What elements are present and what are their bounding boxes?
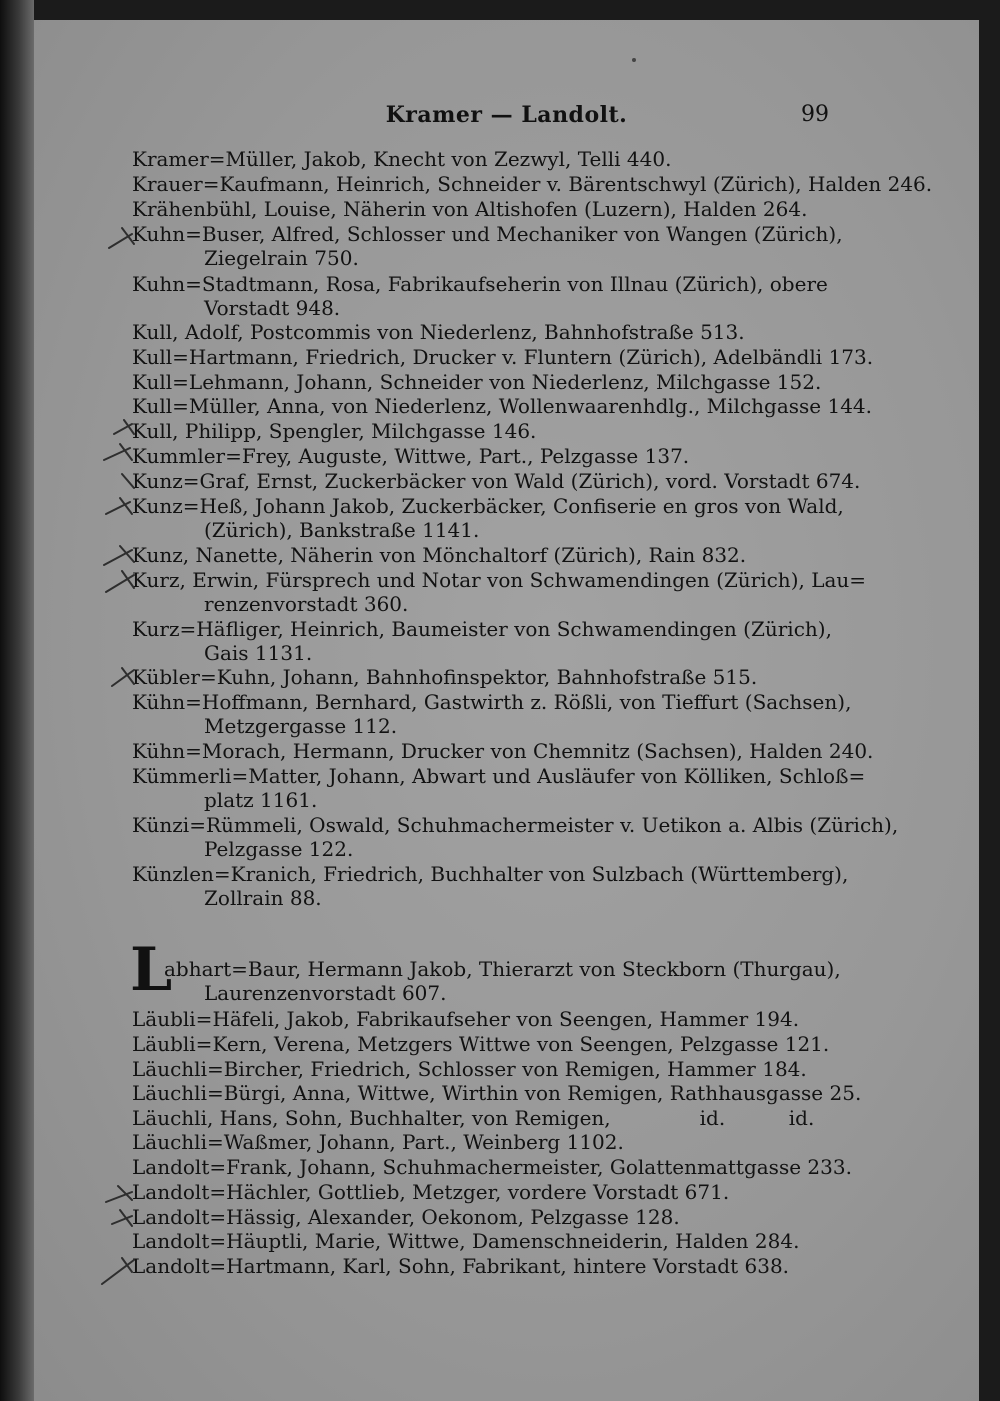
entry-line: platz 1161. xyxy=(204,788,318,812)
header-title: Kramer — Landolt. xyxy=(385,102,628,128)
entry-line: Läuchli=Bircher, Friedrich, Schlosser von Remigen, Hammer 184. xyxy=(132,1057,807,1081)
entry-line: Landolt=Hächler, Gottlieb, Metzger, vordere Vorstadt 671. xyxy=(132,1180,730,1204)
entry-line: Landolt=Häuptli, Marie, Wittwe, Damenschneiderin, Halden 284. xyxy=(132,1229,800,1253)
list-item xyxy=(132,494,844,542)
list-item xyxy=(132,444,832,468)
list-item xyxy=(132,1007,832,1031)
entry-line: Zollrain 88. xyxy=(204,886,322,910)
list-item xyxy=(132,1081,862,1105)
ink-speck xyxy=(632,58,636,62)
entry-line: Kull, Adolf, Postcommis von Niederlenz, Bahnhofstraße 513. xyxy=(132,320,745,344)
list-item xyxy=(132,272,832,320)
entry-line: Läuchli=Waßmer, Johann, Part., Weinberg 1102. xyxy=(132,1130,624,1154)
entry-line: Metzgergasse 112. xyxy=(204,714,398,738)
entry-line: Läubli=Häfeli, Jakob, Fabrikaufseher von Seengen, Hammer 194. xyxy=(132,1007,800,1031)
entry-line: abhart=Baur, Hermann Jakob, Thierarzt von Steckborn (Thurgau), xyxy=(164,957,841,981)
check-mark xyxy=(114,420,134,434)
list-item xyxy=(132,568,867,616)
entry-line: Kull=Hartmann, Friedrich, Drucker v. Fluntern (Zürich), Adelbändli 173. xyxy=(132,345,874,369)
list-item xyxy=(164,957,841,1005)
entry-line: Läubli=Kern, Verena, Metzgers Wittwe von Seengen, Pelzgasse 121. xyxy=(132,1032,830,1056)
entry-line: Kunz=Heß, Johann Jakob, Zuckerbäcker, Confiserie en gros von Wald, xyxy=(132,494,844,518)
entry-line: Kull=Lehmann, Johann, Schneider von Niederlenz, Milchgasse 152. xyxy=(132,370,822,394)
entry-line: Pelzgasse 122. xyxy=(204,837,354,861)
entry-line: Kurz=Häfliger, Heinrich, Baumeister von Schwamendingen (Zürich), xyxy=(132,617,832,641)
entry-line: Kurz, Erwin, Fürsprech und Notar von Schwamendingen (Zürich), Lau= xyxy=(132,568,867,592)
check-mark xyxy=(104,546,134,565)
entry-line: Künzlen=Kranich, Friedrich, Buchhalter von Sulzbach (Württemberg), xyxy=(132,862,849,886)
page xyxy=(34,20,979,1401)
entry-line: Kuhn=Stadtmann, Rosa, Fabrikaufseherin von Illnau (Zürich), obere xyxy=(132,272,828,296)
list-item xyxy=(132,370,832,394)
list-item xyxy=(132,1106,832,1130)
entry-line: Kuhn=Buser, Alfred, Schlosser und Mechaniker von Wangen (Zürich), xyxy=(132,222,843,246)
entry-line: (Zürich), Bankstraße 1141. xyxy=(204,518,480,542)
book-spine xyxy=(0,0,34,1401)
list-item xyxy=(132,813,899,861)
entry-line: Landolt=Hässig, Alexander, Oekonom, Pelzgasse 128. xyxy=(132,1205,680,1229)
list-item xyxy=(132,665,832,689)
check-mark xyxy=(104,444,132,460)
list-item xyxy=(132,394,872,418)
list-item xyxy=(132,690,852,738)
list-item xyxy=(132,320,832,344)
list-item xyxy=(132,1254,832,1278)
list-item xyxy=(132,543,832,567)
check-mark xyxy=(109,228,134,248)
check-mark xyxy=(112,668,134,686)
entry-line: Künzi=Rümmeli, Oswald, Schuhmachermeister v. Uetikon a. Albis (Zürich), xyxy=(132,813,899,837)
entry-line: Krähenbühl, Louise, Näherin von Altishofen (Luzern), Halden 264. xyxy=(132,197,808,221)
entry-line: Kühn=Hoffmann, Bernhard, Gastwirth z. Rößli, von Tieffurt (Sachsen), xyxy=(132,690,852,714)
list-item xyxy=(132,1155,852,1179)
list-item xyxy=(132,469,861,493)
list-item xyxy=(132,1229,832,1253)
check-mark xyxy=(122,474,134,488)
check-mark xyxy=(106,1186,132,1202)
entry-line: Ziegelrain 750. xyxy=(204,246,359,270)
list-item xyxy=(132,172,933,196)
list-item xyxy=(132,1205,832,1229)
check-mark xyxy=(112,1210,132,1226)
entry-line: Kummler=Frey, Auguste, Wittwe, Part., Pelzgasse 137. xyxy=(132,444,690,468)
entry-line: Laurenzenvorstadt 607. xyxy=(204,981,447,1005)
entry-line: Kunz=Graf, Ernst, Zuckerbäcker von Wald (Zürich), vord. Vorstadt 674. xyxy=(132,469,861,493)
entry-line: renzenvorstadt 360. xyxy=(204,592,409,616)
drop-cap: L xyxy=(130,935,173,1005)
list-item xyxy=(132,419,832,443)
list-item xyxy=(132,197,832,221)
check-mark xyxy=(102,1258,134,1284)
list-item xyxy=(132,222,843,270)
entry-line: Läuchli=Bürgi, Anna, Wittwe, Wirthin von Remigen, Rathhausgasse 25. xyxy=(132,1081,862,1105)
list-item xyxy=(132,764,866,812)
entry-line: Landolt=Frank, Johann, Schuhmachermeister, Golattenmattgasse 233. xyxy=(132,1155,852,1179)
entry-line: Kümmerli=Matter, Johann, Abwart und Ausläufer von Kölliken, Schloß= xyxy=(132,764,866,788)
list-item xyxy=(132,345,874,369)
entry-line: Kull=Müller, Anna, von Niederlenz, Wollenwaarenhdlg., Milchgasse 144. xyxy=(132,394,872,418)
entry-line: Krauer=Kaufmann, Heinrich, Schneider v. Bärentschwyl (Zürich), Halden 246. xyxy=(132,172,933,196)
entry-line: Kunz, Nanette, Näherin von Mönchaltorf (Zürich), Rain 832. xyxy=(132,543,747,567)
check-mark xyxy=(106,498,132,514)
list-item xyxy=(132,862,849,910)
entry-line: Vorstadt 948. xyxy=(204,296,341,320)
list-item xyxy=(132,147,832,171)
check-mark xyxy=(106,571,134,592)
entry-line: Landolt=Hartmann, Karl, Sohn, Fabrikant, hintere Vorstadt 638. xyxy=(132,1254,790,1278)
entry-line: Kühn=Morach, Hermann, Drucker von Chemnitz (Sachsen), Halden 240. xyxy=(132,739,874,763)
list-item xyxy=(132,617,832,665)
entry-line: Kull, Philipp, Spengler, Milchgasse 146. xyxy=(132,419,537,443)
list-item xyxy=(132,1032,832,1056)
entry-line: Kübler=Kuhn, Johann, Bahnhofinspektor, Bahnhofstraße 515. xyxy=(132,665,758,689)
list-item xyxy=(132,1130,832,1154)
handwritten-marks xyxy=(84,20,214,1401)
list-item xyxy=(132,1057,832,1081)
list-item xyxy=(132,1180,832,1204)
entry-line: Läuchli, Hans, Sohn, Buchhalter, von Remigen, id. id. xyxy=(132,1106,815,1130)
entry-line: Gais 1131. xyxy=(204,641,313,665)
list-item xyxy=(132,739,874,763)
entry-line: Kramer=Müller, Jakob, Knecht von Zezwyl, Telli 440. xyxy=(132,147,672,171)
page-number: 99 xyxy=(801,102,829,127)
